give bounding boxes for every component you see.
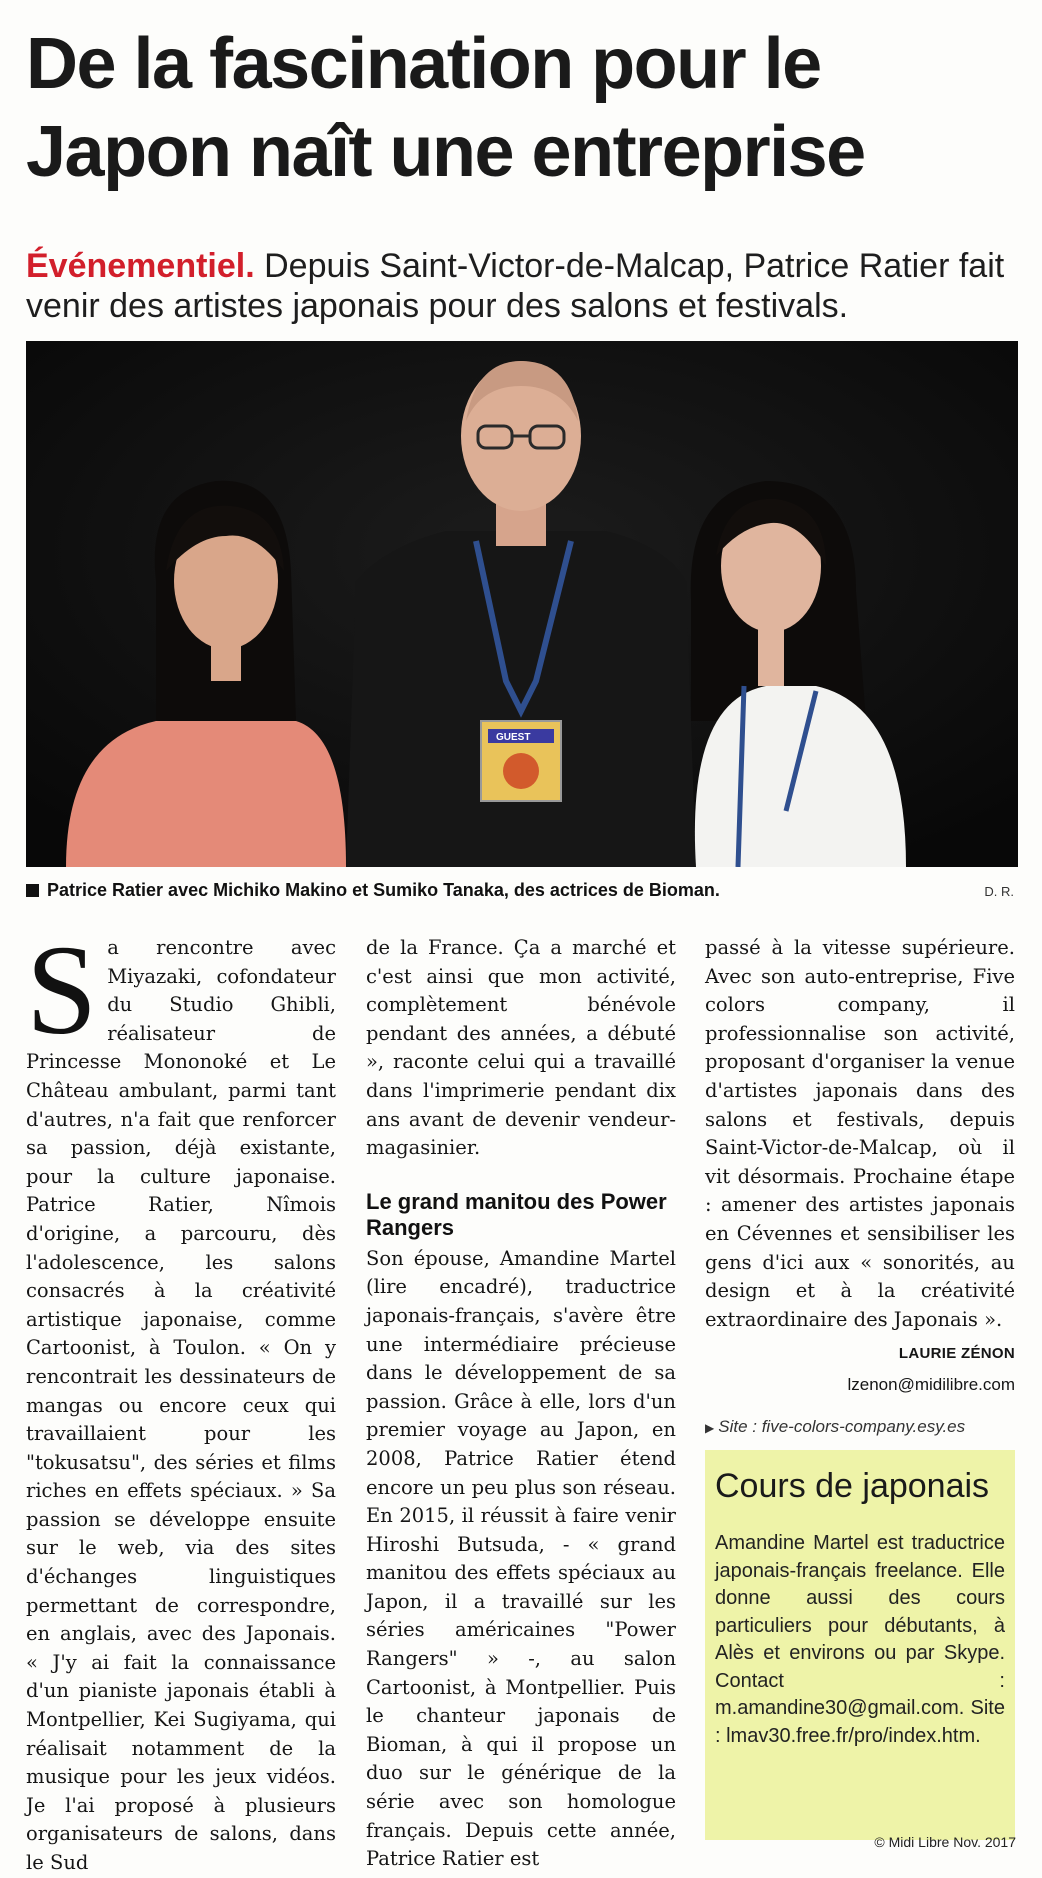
headline: De la fascination pour le Japon naît une entreprise xyxy=(26,24,865,192)
article-photo xyxy=(26,341,1018,867)
triangle-bullet-icon: ▶ xyxy=(705,1421,715,1435)
author-byline: LAURIE ZÉNON xyxy=(898,1345,1015,1363)
site-line xyxy=(705,1417,1015,1437)
caption-square-icon xyxy=(26,884,39,897)
article-column-2 xyxy=(366,934,676,1874)
deck-kicker: Événementiel. xyxy=(26,247,255,285)
copyright: © Midi Libre Nov. 2017 xyxy=(874,1834,1016,1850)
author-email: lzenon@midilibre.com xyxy=(847,1374,1015,1394)
box-title: Cours de japonais xyxy=(715,1467,990,1505)
caption-text: Patrice Ratier avec Michiko Makino et Sumiko Tanaka, des actrices de Bioman. xyxy=(47,880,720,900)
badge-text: GUEST xyxy=(496,732,531,743)
site-text: Site : five-colors-company.esy.es xyxy=(718,1417,966,1436)
dropcap: S xyxy=(26,919,98,1061)
column-2-text: de la France. Ça a marché et c'est ainsi que mon activité, complètement bénévole pendant des années, a débuté », raconte celui qui a travaillé dans l'imprimerie pendant dix ans avant de devenir vendeur-magasinier. xyxy=(366,936,676,1160)
column-1-text: a rencontre avec Miyazaki, cofondateur du Studio Ghibli, réalisateur de Princesse Mononoké et Le Château ambulant, parmi tant d'autres, n'a fait que renforcer sa passion, déjà existante, pour la culture japonaise. Patrice Ratier, Nîmois d'origine, a parcouru, dès l'adolescence, les salons consacrés à la créativité artistique japonaise, comme Cartoonist, à Toulon. « On y rencontrait les dessinateurs de mangas ou encore ceux qui travaillaient pour les "tokusatsu", des séries et films riches en effets spéciaux. » Sa passion se développe ensuite sur le web, via des sites d'échanges linguistiques permettant de correspondre, en anglais, avec des Japonais. « J'y ai fait la connaissance d'un pianiste japonais établi à Montpellier, Kei Sugiyama, qui réalisait notamment de la musique pour les jeux vidéos. Je l'ai proposé à plusieurs organisateurs de salons, dans le Sud xyxy=(26,936,336,1874)
box-body: Amandine Martel est traductrice japonais-français freelance. Elle donne aussi des cours particuliers pour débutants, à Alès et environs ou par Skype. Contact : m.amandine30@gmail.com. Site : lmav30.free.fr/pro/index.htm. xyxy=(715,1532,1005,1747)
article-column-1 xyxy=(26,919,336,1878)
article-column-3 xyxy=(705,934,1015,1400)
column-2-text-2: Son épouse, Amandine Martel (lire encadré), traductrice japonais-français, s'avère être une intermédiaire précieuse dans le développement de sa passion. Grâce à elle, lors d'un premier voyage au Japon, en 2008, Patrice Ratier étend encore un peu plus son réseau. En 2015, il réussit à faire venir Hiroshi Butsuda, - « grand manitou des effets spéciaux au Japon, il a travaillé sur les séries américaines "Power Rangers" » -, au salon Cartoonist, à Montpellier. Puis le chanteur japonais de Bioman, à qui il propose un duo sur le générique de la série avec son homologue français. Depuis cette année, Patrice Ratier est xyxy=(366,1246,676,1871)
deck-text: Depuis Saint-Victor-de-Malcap, Patrice Ratier fait venir des artistes japonais pour des salons et festivals. xyxy=(26,247,1005,325)
photo-illustration xyxy=(26,341,1018,867)
sidebar-box xyxy=(705,1450,1015,1840)
subheading: Le grand manitou des Power Rangers xyxy=(366,1188,667,1240)
column-3-text: passé à la vitesse supérieure. Avec son auto-entreprise, Five colors company, il professionnalise son activité, proposant d'organiser la venue d'artistes japonais dans des salons et festivals, depuis Saint-Victor-de-Malcap, où il vit désormais. Prochaine étape : amener des artistes japonais en Cévennes et sensibiliser les gens d'ici aux « sonorités, au design et à la créativité extraordinaire des Japonais ». xyxy=(705,936,1015,1331)
photo-caption xyxy=(26,880,906,901)
photo-credit: D. R. xyxy=(984,884,1014,899)
deck xyxy=(26,246,1026,326)
